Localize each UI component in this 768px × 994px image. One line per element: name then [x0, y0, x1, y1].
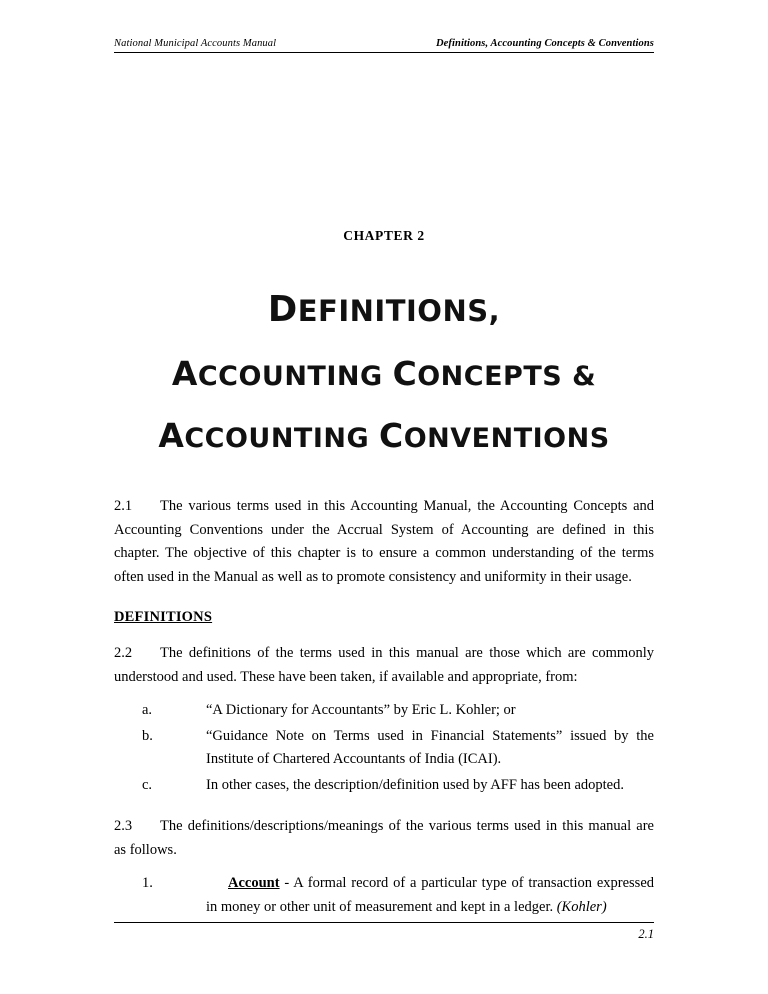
chapter-label: CHAPTER 2: [343, 228, 425, 243]
definition-text: A formal record of a particular type of transaction expressed in money or other unit of measurement and kept in a ledger.: [206, 875, 655, 915]
list-marker: c.: [142, 776, 153, 793]
list-item-text: “A Dictionary for Accountants” by Eric L. Kohler; or: [206, 702, 516, 719]
body-content: [114, 495, 654, 919]
title-line-2: ACCOUNTING CONCEPTS &: [171, 353, 597, 393]
sources-list: [114, 699, 654, 797]
header-chapter-title: Definitions, Accounting Concepts & Conventions: [435, 38, 654, 49]
list-marker: b.: [142, 727, 153, 744]
list-marker: a.: [142, 702, 153, 719]
list-item-text: “Guidance Note on Terms used in Financial Statements” issued by the Institute of Chartered Accountants of India (ICAI).: [206, 727, 654, 768]
page-number: 2.1: [638, 927, 654, 941]
paragraph-number-2-1: 2.1: [114, 498, 133, 515]
paragraph-text-2-2: The definitions of the terms used in this manual are those which are commonly understood and used. These have been taken, if available and appropriate, from:: [114, 645, 654, 685]
paragraph-number-2-2: 2.2: [114, 645, 133, 662]
list-item-text: In other cases, the description/definition used by AFF has been adopted.: [206, 776, 624, 793]
paragraph-number-2-3: 2.3: [114, 818, 133, 835]
running-header: [114, 38, 654, 53]
definitions-heading: DEFINITIONS: [114, 609, 213, 626]
page-content: [114, 38, 654, 921]
definition-term: Account: [228, 875, 280, 892]
page-footer: [114, 922, 654, 942]
definition-source: (Kohler): [556, 898, 607, 915]
list-item: [114, 699, 654, 722]
paragraph-2-1: [114, 495, 654, 589]
list-marker: 1.: [142, 875, 153, 892]
paragraph-2-3: [114, 815, 654, 862]
title-line-3: ACCOUNTING CONVENTIONS: [158, 416, 610, 456]
definition-separator: -: [279, 875, 294, 892]
header-manual-title: National Municipal Accounts Manual: [114, 38, 277, 49]
list-item: [114, 872, 654, 919]
paragraph-2-2: [114, 642, 654, 689]
title-line-1: DEFINITIONS,: [267, 289, 501, 330]
paragraph-text-2-1: The various terms used in this Accounting Manual, the Accounting Concepts and Accounting Conventions under the Accrual System of Accounting are defined in this chapter. The objective of this chapter is to ensure a common understanding of the terms often used in the Manual as well as to promote consistency and uniformity in their usage.: [114, 498, 654, 585]
definition-items-list: [114, 872, 654, 919]
list-item: [114, 774, 654, 797]
paragraph-text-2-3: The definitions/descriptions/meanings of the various terms used in this manual are as follows.: [114, 818, 654, 858]
list-item: [114, 725, 654, 772]
document-title: [114, 290, 654, 455]
